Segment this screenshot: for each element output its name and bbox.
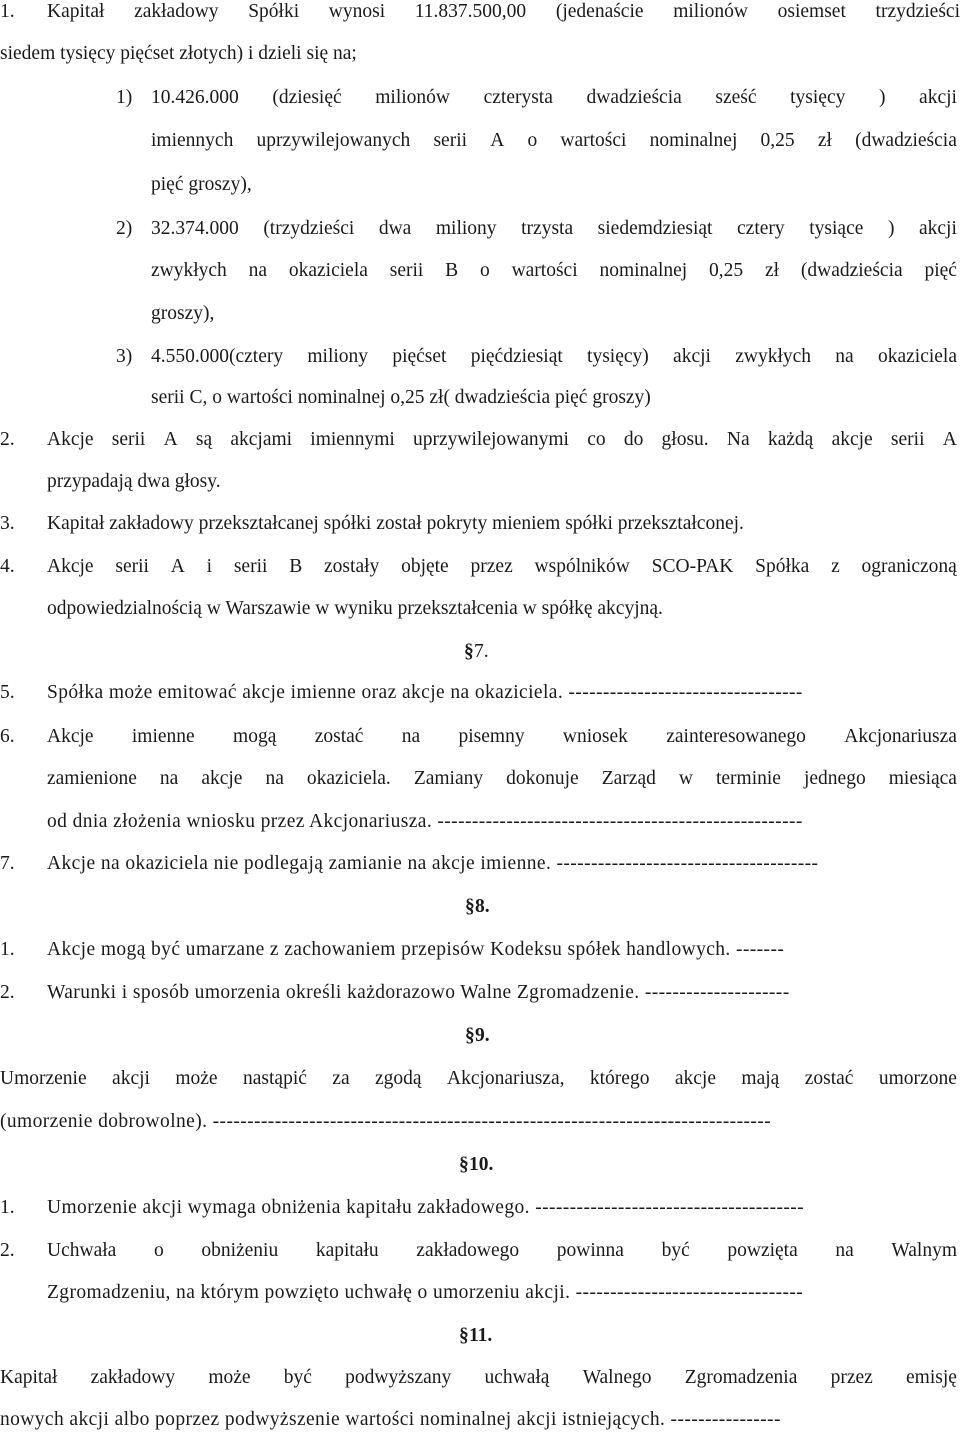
paragraph-line: 4.550.000(cztery miliony pięćset pięćdziesiąt tysięcy) akcji zwykłych na okaziciela — [151, 346, 957, 367]
paragraph-line: 10.426.000 (dziesięć milionów czterysta dwadzieścia sześć tysięcy ) akcji — [151, 87, 957, 108]
paragraph-line: imiennych uprzywilejowanych serii A o wartości nominalnej 0,25 zł (dwadzieścia — [151, 130, 957, 151]
list-number: 2. — [0, 429, 15, 450]
paragraph-line: Akcje imienne mogą zostać na pisemny wniosek zainteresowanego Akcjonariusza — [47, 726, 957, 747]
paragraph-line: siedem tysięcy pięćset złotych) i dzieli się na; — [0, 43, 357, 64]
list-number: 1) — [116, 87, 133, 108]
section-symbol: § — [459, 1154, 469, 1175]
paragraph-line: 32.374.000 (trzydzieści dwa miliony trzysta siedemdziesiąt cztery tysiące ) akcji — [151, 218, 957, 239]
paragraph-line: Akcje serii A są akcjami imiennymi uprzywilejowanymi co do głosu. Na każdą akcje serii A — [47, 429, 957, 450]
paragraph-line: (umorzenie dobrowolne). --------------------------------------------------------------------------------- — [0, 1111, 772, 1132]
list-number: 4. — [0, 556, 15, 577]
section-heading: 7. — [474, 641, 489, 662]
section-heading: 8. — [475, 896, 490, 917]
list-number: 6. — [0, 726, 15, 747]
paragraph-line: zamienione na akcje na okaziciela. Zamiany dokonuje Zarząd w terminie jednego miesiąca — [47, 768, 957, 789]
list-number: 3. — [0, 513, 15, 534]
paragraph-line: Akcje mogą być umarzane z zachowaniem przepisów Kodeksu spółek handlowych. ------- — [47, 939, 785, 960]
paragraph-line: Warunki i sposób umorzenia określi każdorazowo Walne Zgromadzenie. --------------------- — [47, 982, 790, 1003]
paragraph-line: Zgromadzeniu, na którym powzięto uchwałę o umorzeniu akcji. --------------------------------- — [47, 1282, 804, 1303]
section-heading: 10. — [469, 1154, 494, 1175]
list-number: 7. — [0, 853, 15, 874]
paragraph-line: serii C, o wartości nominalnej o,25 zł( dwadzieścia pięć groszy) — [151, 387, 651, 408]
paragraph-line: Kapitał zakładowy może być podwyższany uchwałą Walnego Zgromadzenia przez emisję — [0, 1367, 957, 1388]
section-heading: 11. — [469, 1325, 493, 1346]
paragraph-line: odpowiedzialnością w Warszawie w wyniku przekształcenia w spółkę akcyjną. — [47, 598, 663, 619]
section-heading: 9. — [475, 1025, 490, 1046]
paragraph-line: pięć groszy), — [151, 174, 252, 195]
section-symbol: § — [464, 641, 474, 662]
paragraph-line: Kapitał zakładowy Spółki wynosi 11.837.500,00 (jedenaście milionów osiemset trzydzieści — [47, 1, 960, 22]
paragraph-line: nowych akcji albo poprzez podwyższenie wartości nominalnej akcji istniejących. ---------------- — [0, 1409, 781, 1430]
list-number: 2. — [0, 1240, 15, 1261]
paragraph-line: Umorzenie akcji może nastąpić za zgodą Akcjonariusza, którego akcje mają zostać umorzone — [0, 1068, 957, 1089]
paragraph-line: Akcje serii A i serii B zostały objęte przez wspólników SCO-PAK Spółka z ograniczoną — [47, 556, 957, 577]
paragraph-line: Spółka może emitować akcje imienne oraz akcje na okaziciela. ---------------------------------- — [47, 682, 803, 703]
list-number: 3) — [116, 346, 133, 367]
list-number: 1. — [0, 1197, 15, 1218]
paragraph-line: przypadają dwa głosy. — [47, 471, 221, 492]
section-symbol: § — [465, 1025, 475, 1046]
list-number: 2. — [0, 982, 15, 1003]
paragraph-line: od dnia złożenia wniosku przez Akcjonariusza. ----------------------------------------------------- — [47, 811, 803, 832]
list-number: 1. — [0, 1, 15, 22]
paragraph-line: Uchwała o obniżeniu kapitału zakładowego powinna być powzięta na Walnym — [47, 1240, 957, 1261]
paragraph-line: Akcje na okaziciela nie podlegają zamianie na akcje imienne. -------------------------------------- — [47, 853, 819, 874]
list-number: 2) — [116, 218, 133, 239]
section-symbol: § — [459, 1325, 469, 1346]
list-number: 5. — [0, 682, 15, 703]
section-symbol: § — [465, 896, 475, 917]
paragraph-line: Umorzenie akcji wymaga obniżenia kapitału zakładowego. --------------------------------------- — [47, 1197, 805, 1218]
paragraph-line: zwykłych na okaziciela serii B o wartości nominalnej 0,25 zł (dwadzieścia pięć — [151, 260, 957, 281]
paragraph-line: Kapitał zakładowy przekształcanej spółki został pokryty mieniem spółki przekształconej. — [47, 513, 744, 534]
list-number: 1. — [0, 939, 15, 960]
paragraph-line: groszy), — [151, 303, 215, 324]
